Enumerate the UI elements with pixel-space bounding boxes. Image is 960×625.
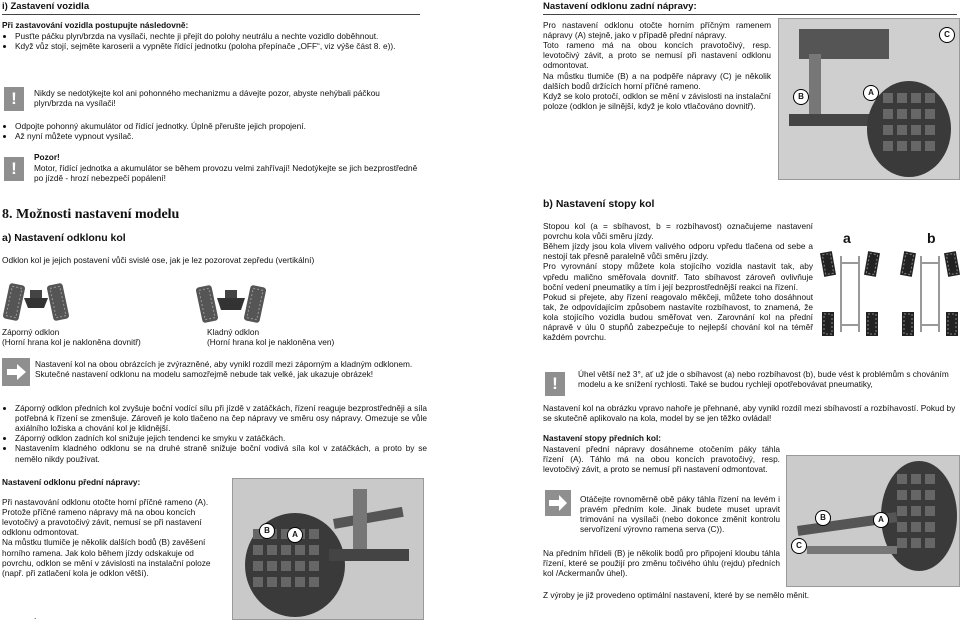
wheel-icon [864, 251, 880, 277]
rear-camber-title: Nastavení odklonu zadní nápravy: [543, 1, 697, 12]
callout-a: A [873, 512, 889, 528]
front-camber-text: Při nastavování odklonu otočte horní příčné rameno (A). Protože příčné rameno nápravy má na obou koncích levotočivý a pravotočivý závit, nemusí se při nastavení odklonu odmontovat. Na můstku tlumiče je několik dalších bodů (B) zavěšení horního ramena. Jak kolo během jízdy odskakuje od povrchu, odklon se mění v závislosti na instalační poloze (např. při zatlačení kola je odklon větší). [2, 497, 211, 578]
toe-out-label: b [927, 230, 936, 246]
list-item: • Až nyní můžete vypnout vysílač. [15, 131, 420, 141]
list-item: • Odpojte pohonný akumulátor od řídící jednotky. Úplně přerušte jejich propojení. [15, 121, 420, 131]
rear-suspension-photo [778, 18, 960, 180]
warning-icon: ! [4, 87, 24, 111]
wheel-icon [944, 251, 960, 277]
callout-b: B [793, 89, 809, 105]
negative-camber-illustration [2, 278, 70, 326]
wheel-icon [946, 312, 958, 336]
toe-exaggeration-note: Nastavení kol na obrázku vpravo nahoře je přehnané, aby vynikl rozdíl mezi sbíhavostí a rozbíhavostí. Pokud by se skutečně aplikovalo na kola, model by se jen těžko ovládal! [543, 403, 956, 424]
wheel-icon [867, 81, 951, 177]
wheel-icon [195, 285, 218, 324]
wheel-icon [822, 312, 834, 336]
section-8-title: 8. Možnosti nastavení modelu [2, 207, 180, 222]
warning-icon: ! [4, 157, 24, 181]
wheel-icon [902, 312, 914, 336]
note-arrow-icon [2, 358, 30, 386]
list-item: • Záporný odklon předních kol zvyšuje boční vodící sílu při jízdě v zatáčkách, řízení reaguje bezprostředněji a síla potřebná k řízení se zmenšuje. Zároveň je kolo tlačeno na čep nápravy ve směru osy nápravy. Omezuje se vůle axiálního ložiska a chování kol je klidnější. [15, 403, 427, 433]
camber-intro: Odklon kol je jejich postavení vůči svislé ose, jak je lez pozorovat zepředu (vertikální) [2, 255, 315, 265]
list-item: • Záporný odklon zadních kol snižuje jejich tendenci ke smyku v zatáčkách. [15, 433, 427, 443]
ackermann-text: Na předním hřídeli (B) je několik bodů pro připojení kloubu táhla řízení, které se použijí pro změnu točivého úhlu (rejdu) předních kol /Ackermanův úhel). [543, 548, 780, 579]
callout-b: B [259, 523, 275, 539]
section-i-underline [2, 14, 420, 15]
positive-camber-label: Kladný odklon (Horní hrana kol je nakloněna ven) [207, 327, 335, 348]
negative-camber-label: Záporný odklon (Horní hrana kol je nakloněna dovnitř) [2, 327, 141, 348]
wheel-icon [820, 251, 836, 277]
factory-setting-text: Z výroby je již provedeno optimální nastavení, které by se nemělo měnit. [543, 590, 810, 600]
callout-c: C [791, 538, 807, 554]
front-toe-text: Nastavení přední nápravy dosáhneme otočením páky táhla řízení (A). Táhlo má na obou koncích pravotočivý, resp. levotočivý závit, a proto se nemusí při nastavení odmontovat. [543, 444, 780, 475]
section-i-bullets-1 [0, 31, 420, 51]
note-arrow-icon [545, 490, 571, 516]
warning-text-heat: Motor, řídící jednotka a akumulátor se během provozu velmi zahřívají! Nedotýkejte se jich bezprostředně po jízdě - hrozí nebezpečí popálení! [34, 163, 418, 184]
warning-icon: ! [545, 372, 565, 396]
front-toe-box-text: Otáčejte rovnoměrně obě páky táhla řízení na levém i pravém předním kole. Jinak budete muset upravit trimování na vysílači (nebo dokonce změnit kontrolu servořízení výrovno ramena serva (C)). [580, 494, 780, 535]
section-i-bullets-2 [0, 121, 420, 141]
section-i-title: i) Zastavení vozidla [2, 1, 90, 12]
list-item: • Nastavením kladného odklonu se na druhé straně snižuje boční vodivá síla kol v zatáčkách, a proto by se nemělo nikdy používat. [15, 443, 427, 463]
camber-note: Nastavení kol na obou obrázcích je zvýrazněné, aby vynikl rozdíl mezi záporným a kladným odklonem. Skutečné nastavení odklonu na modelu samozřejmě nebude tak velké, jak ukazuje obrázek! [35, 359, 413, 380]
toe-in-label: a [843, 230, 851, 246]
front-camber-title: Nastavení odklonu přední nápravy: [2, 477, 141, 487]
warning-title: Pozor! [34, 152, 60, 162]
wheel-icon [866, 312, 878, 336]
wheel-icon [243, 285, 266, 324]
section-b-title: b) Nastavení stopy kol [543, 198, 655, 210]
positive-camber-illustration [195, 280, 267, 328]
steering-linkage-photo [786, 455, 960, 587]
toe-warning-text: Úhel větší než 3°, ať už jde o sbíhavost (a) nebo rozbíhavost (b), bude vést k problémům s chováním modelu a ke snížení rychlosti. Také se budou rychleji opotřebovávat pneumatiky, [578, 369, 949, 390]
rear-camber-underline [543, 14, 957, 15]
toe-out-diagram [900, 250, 960, 340]
section-a-title: a) Nastavení odklonu kol [2, 232, 126, 244]
front-suspension-photo [232, 478, 424, 620]
toe-in-diagram [820, 250, 880, 340]
front-toe-title: Nastavení stopy předních kol: [543, 433, 662, 443]
warning-text-wheels: Nikdy se nedotýkejte kol ani pohonného mechanizmu a dávejte pozor, abyste nehýbali páčkou plyn/brzda na vysílači! [34, 88, 380, 109]
list-item: • Když vůz stojí, sejměte karoserii a vypněte řídící jednotku (poloha přepínače „OFF“, viz výše část 8. e)). [15, 41, 420, 51]
callout-a: A [863, 85, 879, 101]
wheel-icon [46, 283, 69, 322]
wheel-icon [900, 251, 916, 277]
section-i-subtitle: Při zastavování vozidla postupujte následovně: [2, 20, 189, 30]
wheel-icon [2, 283, 25, 322]
stray-dot: . [34, 611, 37, 621]
toe-text: Stopou kol (a = sbíhavost, b = rozbíhavost) označujeme nastavení povrchu kola vůči směru jízdy. Během jízdy jsou kola vlivem valivého odporu vpředu tlačena od sebe a nestojí tak přesně paralelně vůči směru jízdy. Pro vyrovnání stopy můžete kola stojícího vozidla nastavit tak, aby vpředu malično směřovala dovnitř. Tato sbíhavost zároveň ovlivňuje boční vedení pneumatiky a tím i její bezprostřednější reakci na řízení. Pokud si přejete, aby řízení reagovalo měkčeji, můžete toho dosáhnout tak, že odpovídajícím způsobem nastavíte rozbíhavost, to znamená, že kola stojícího vozidla budou směřovat ven. Zarovnání kol na přední nápravě v úlu 0 stupňů zabezpečuje to nejlepší chování kol na téměř každém povrchu. [543, 221, 813, 343]
list-item: • Pusťte páčku plyn/brzda na vysílači, nechte ji přejít do polohy neutrálu a nechte vozidlo doběhnout. [15, 31, 420, 41]
callout-c: C [939, 27, 955, 43]
rear-camber-text: Pro nastavení odklonu otočte horním příčným ramenem nápravy (A) stejně, jako v případě přední nápravy. Toto rameno má na obou koncích pravotočivý, resp. levotočivý závit, a proto se nemusí při nastavení odklonu odmontovat. Na můstku tlumiče (B) a na podpěře nápravy (C) je několik dalších bodů držících horní příčné rameno. Když se kolo protočí, odklon se mění v závislosti na instalační poloze (odklon je silnější, když je kolo vtlačováno dovnitř). [543, 20, 771, 111]
camber-bullets [0, 403, 427, 464]
callout-b: B [815, 510, 831, 526]
callout-a: A [287, 527, 303, 543]
